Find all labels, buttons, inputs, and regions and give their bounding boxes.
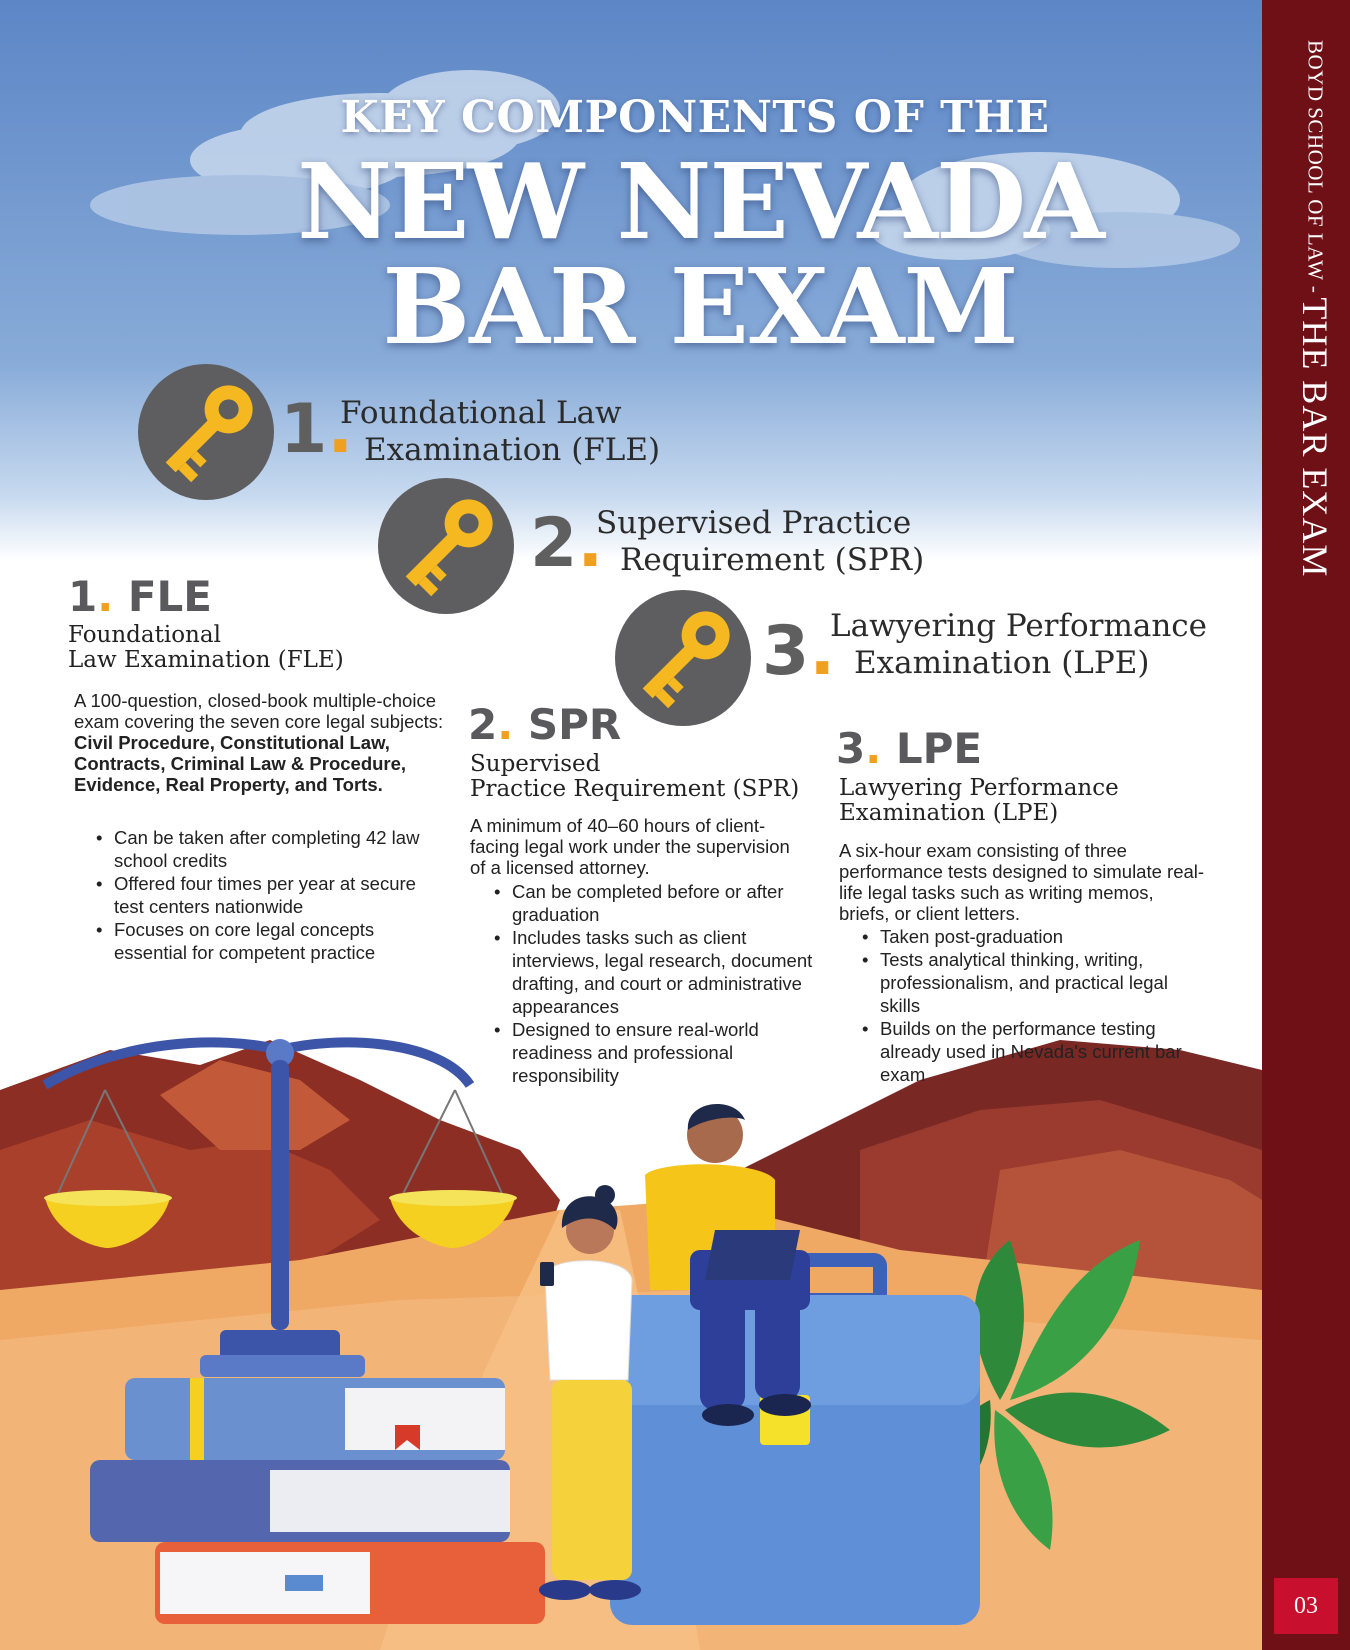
page-number-badge: 03 — [1274, 1578, 1338, 1634]
bullet-item: • Tests analytical thinking, writing, professionalism, and practical legal skills — [862, 948, 1182, 1017]
sidebar-label: BOYD SCHOOL OF LAW - THE BAR EXAM — [1295, 40, 1335, 578]
bullet-item: • Designed to ensure real-world readiness and professional responsibility — [494, 1018, 814, 1087]
title-line-main: NEW NEVADA — [297, 140, 1103, 263]
section-bullets — [96, 826, 426, 964]
section-subtitle: Foundational Law Examination (FLE) — [68, 622, 344, 673]
component-number: 1. — [280, 390, 354, 469]
section-bullets — [494, 880, 814, 1087]
title-line-small: KEY COMPONENTS OF THE — [340, 92, 1050, 143]
bullet-item: • Can be taken after completing 42 law school credits — [96, 826, 426, 872]
bullet-item: • Taken post-graduation — [862, 925, 1182, 948]
section-subtitle: Lawyering Performance Examination (LPE) — [839, 775, 1119, 826]
section-description: A 100-question, closed-book multiple-choice exam covering the seven core legal subjects: Civil Procedure, Constitutional Law, Contracts, Criminal Law & Procedure, Evidence, Real Property, and Torts. — [74, 690, 444, 795]
component-label: Lawyering Performance Examination (LPE) — [830, 608, 1207, 681]
section-subtitle: Supervised Practice Requirement (SPR) — [470, 751, 800, 802]
key-icon — [615, 590, 751, 726]
section-heading: 2. SPR — [468, 700, 622, 749]
title-line-main-2: BAR EXAM — [382, 245, 1018, 368]
section-bullets — [862, 925, 1182, 1086]
bullet-item: • Includes tasks such as client interviews, legal research, document drafting, and court or administrative appearances — [494, 926, 814, 1018]
bullet-item: • Can be completed before or after graduation — [494, 880, 814, 926]
bullet-item: • Focuses on core legal concepts essential for competent practice — [96, 918, 426, 964]
key-icon — [378, 478, 514, 614]
bullet-item: • Builds on the performance testing already used in Nevada's current bar exam — [862, 1017, 1182, 1086]
key-icon — [138, 364, 274, 500]
section-heading: 3. LPE — [836, 724, 983, 773]
section-description: A minimum of 40–60 hours of client-facing legal work under the supervision of a licensed attorney. — [470, 815, 790, 878]
bullet-item: • Offered four times per year at secure test centers nationwide — [96, 872, 426, 918]
section-heading: 1. FLE — [68, 572, 212, 621]
books-illustration — [90, 1378, 545, 1624]
component-number: 2. — [530, 504, 604, 583]
component-label: Supervised Practice Requirement (SPR) — [596, 505, 925, 578]
component-number: 3. — [762, 612, 836, 691]
component-label: Foundational Law Examination (FLE) — [340, 395, 661, 468]
section-description: A six-hour exam consisting of three performance tests designed to simulate real-life legal tasks such as writing memos, briefs, or client letters. — [839, 840, 1205, 924]
